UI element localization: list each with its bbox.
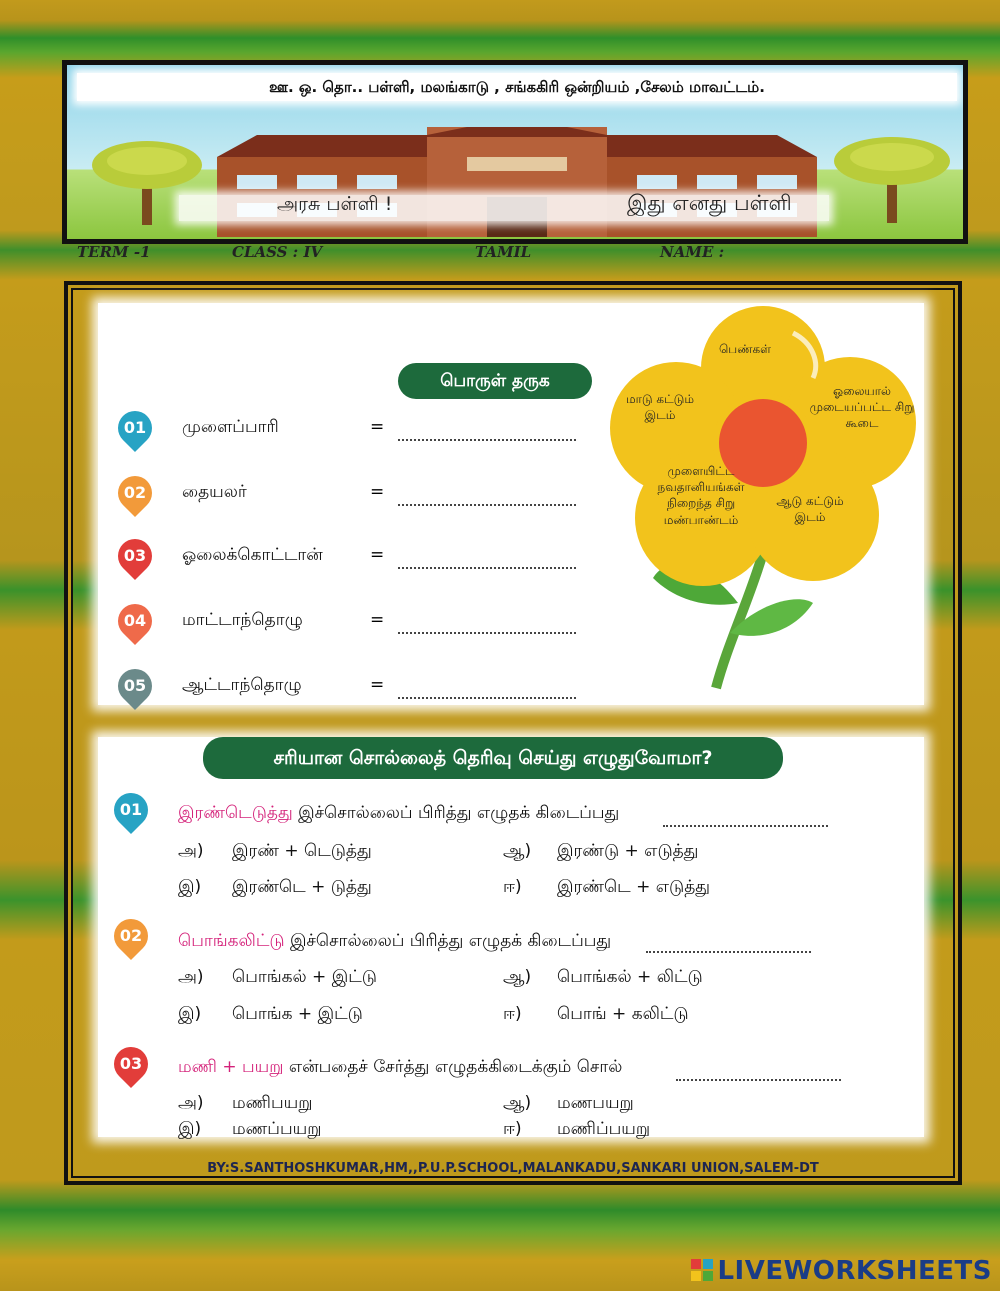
question-1 xyxy=(178,803,619,825)
equals-sign: = xyxy=(370,482,385,502)
question-3 xyxy=(178,1057,622,1079)
name-label: NAME : xyxy=(660,243,725,261)
option-text[interactable]: மணப்பயறு xyxy=(232,1119,322,1139)
number-badge: 01 xyxy=(111,404,159,452)
meaning-title: பொருள் தருக xyxy=(398,363,592,399)
equals-sign: = xyxy=(370,610,385,630)
author-footer: BY:S.SANTHOSHKUMAR,HM,,P.U.P.SCHOOL,MALANKADU,SANKARI UNION,SALEM-DT xyxy=(207,1161,819,1176)
answer-blank-4[interactable] xyxy=(398,632,576,634)
answer-blank-q2[interactable] xyxy=(646,951,811,953)
option-label: ஈ) xyxy=(503,1119,522,1139)
subject-label: TAMIL xyxy=(475,243,532,261)
equals-sign: = xyxy=(370,675,385,695)
school-title: ஊ. ஒ. தொ.. பள்ளி, மலங்காடு , சங்ககிரி ஒன்றியம் ,சேலம் மாவட்டம். xyxy=(77,73,957,101)
term-label: TERM -1 xyxy=(77,243,151,261)
worksheet-frame xyxy=(64,281,962,1185)
answer-blank-q1[interactable] xyxy=(663,825,828,827)
word-3: ஓலைக்கொட்டான் xyxy=(182,545,323,565)
word-2: தையலர் xyxy=(182,482,247,502)
answer-blank-2[interactable] xyxy=(398,504,576,506)
petal-right: ஓலையால் முடையப்பட்ட சிறு கூடை xyxy=(809,384,915,431)
answer-blank-3[interactable] xyxy=(398,567,576,569)
question-1-text: இச்சொல்லைப் பிரித்து எழுதக் கிடைப்பது xyxy=(298,803,620,823)
liveworksheets-brand[interactable] xyxy=(691,1256,992,1286)
question-2-text: இச்சொல்லைப் பிரித்து எழுதக் கிடைப்பது xyxy=(289,931,612,951)
header-banner xyxy=(62,60,968,244)
petal-left: மாடு கட்டும் இடம் xyxy=(625,392,695,423)
tree-right-icon xyxy=(827,123,957,233)
number-badge: 05 xyxy=(111,662,159,710)
number-badge: 02 xyxy=(111,469,159,517)
option-label: ஈ) xyxy=(503,1004,522,1024)
question-3-word: மணி + பயறு xyxy=(178,1057,284,1077)
question-2-word: பொங்கலிட்டு xyxy=(178,931,285,951)
number-badge: 03 xyxy=(111,532,159,580)
meaning-section xyxy=(98,303,924,705)
option-label: இ) xyxy=(178,1119,202,1139)
class-label: CLASS : IV xyxy=(232,243,323,261)
option-text[interactable]: இரண்டெ + டுத்து xyxy=(232,877,372,897)
option-text[interactable]: இரண்டெ + எடுத்து xyxy=(557,877,711,897)
slogan-left: அரசு பள்ளி ! xyxy=(277,193,393,215)
answer-blank-5[interactable] xyxy=(398,697,576,699)
option-text[interactable]: பொங்கல் + லிட்டு xyxy=(557,967,703,987)
option-text[interactable]: மணிப்பயறு xyxy=(557,1119,651,1139)
question-2 xyxy=(178,931,611,953)
option-label: ஈ) xyxy=(503,877,522,897)
choose-word-title: சரியான சொல்லைத் தெரிவு செய்து எழுதுவோமா? xyxy=(203,737,783,779)
option-label: இ) xyxy=(178,877,202,897)
option-label: அ) xyxy=(178,967,204,987)
option-label: ஆ) xyxy=(503,967,532,987)
option-text[interactable]: பொங் + கலிட்டு xyxy=(557,1004,689,1024)
question-1-word: இரண்டெடுத்து xyxy=(178,803,293,823)
option-text[interactable]: மணபயறு xyxy=(557,1093,634,1113)
liveworksheets-logo-icon xyxy=(691,1259,713,1281)
option-text[interactable]: மணிபயறு xyxy=(232,1093,313,1113)
petal-top: பெண்கள் xyxy=(718,342,772,356)
option-label: ஆ) xyxy=(503,1093,532,1113)
option-text[interactable]: இரண் + டெடுத்து xyxy=(232,841,372,861)
equals-sign: = xyxy=(370,545,385,565)
word-5: ஆட்டாந்தொழு xyxy=(182,675,302,695)
petal-bottom-left: முளையிட்ட நவதானியங்கள் நிறைந்த சிறு மண்பாண்டம் xyxy=(657,464,745,527)
option-text[interactable]: இரண்டு + எடுத்து xyxy=(557,841,699,861)
number-badge: 04 xyxy=(111,597,159,645)
choose-word-section xyxy=(98,737,924,1137)
slogan-right: இது எனது பள்ளி xyxy=(627,191,792,215)
number-badge: 03 xyxy=(107,1040,155,1088)
option-label: இ) xyxy=(178,1004,202,1024)
word-1: முளைப்பாரி xyxy=(182,417,279,437)
option-text[interactable]: பொங்கல் + இட்டு xyxy=(232,967,377,987)
option-text[interactable]: பொங்க + இட்டு xyxy=(232,1004,363,1024)
number-badge: 02 xyxy=(107,912,155,960)
answer-blank-1[interactable] xyxy=(398,439,576,441)
option-label: அ) xyxy=(178,841,204,861)
equals-sign: = xyxy=(370,417,385,437)
option-label: அ) xyxy=(178,1093,204,1113)
brand-text: LIVEWORKSHEETS xyxy=(717,1256,992,1286)
question-3-text: என்பதைச் சேர்த்து எழுதக்கிடைக்கும் சொல் xyxy=(288,1057,623,1077)
option-label: ஆ) xyxy=(503,841,532,861)
word-4: மாட்டாந்தொழு xyxy=(182,610,303,630)
petal-bottom-right: ஆடு கட்டும் இடம் xyxy=(776,494,844,525)
answer-blank-q3[interactable] xyxy=(676,1079,841,1081)
number-badge: 01 xyxy=(107,786,155,834)
